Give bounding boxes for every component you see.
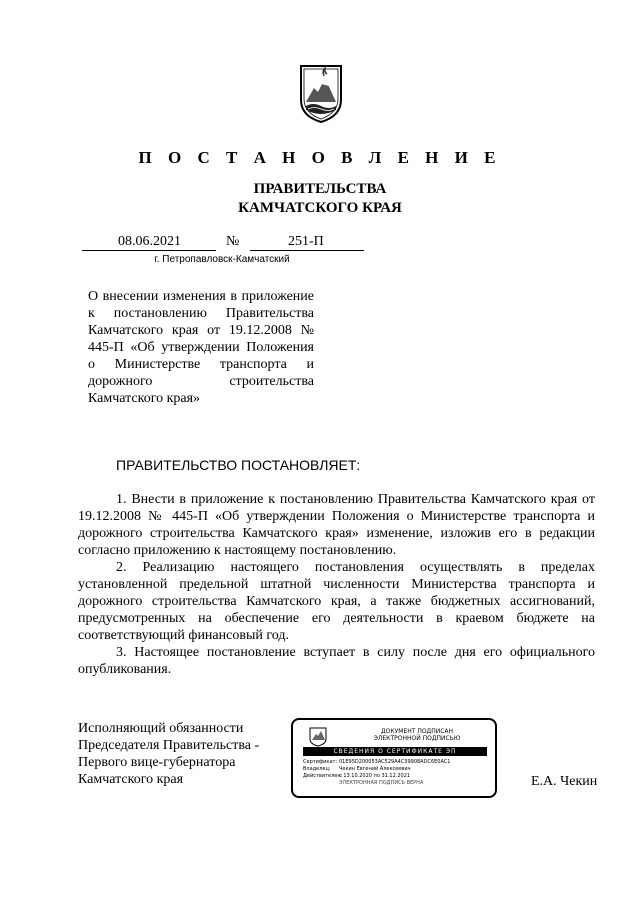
- issuer-line-1: ПРАВИТЕЛЬСТВА: [253, 181, 387, 197]
- role-line-3: Первого вице-губернатора: [78, 755, 236, 770]
- role-line-2: Председателя Правительства -: [78, 738, 260, 753]
- owner-label: Владелец:: [303, 766, 331, 772]
- issuer-line-2: КАМЧАТСКОГО КРАЯ: [238, 200, 402, 216]
- stamp-heading-line-2: ЭЛЕКТРОННОЙ ПОДПИСЬЮ: [373, 735, 461, 742]
- electronic-signature-stamp: [291, 718, 497, 798]
- city: г. Петропавловск-Камчатский: [154, 254, 290, 265]
- role-line-4: Камчатского края: [78, 772, 184, 787]
- role-line-1: Исполняющий обязанности: [78, 721, 244, 736]
- stamp-heading-line-1: ДОКУМЕНТ ПОДПИСАН: [380, 728, 454, 735]
- stamp-certificate-bar: СВЕДЕНИЯ О СЕРТИФИКАТЕ ЭП: [303, 747, 487, 756]
- stamp-valid-row: [303, 773, 450, 780]
- paragraph-1: 1. Внести в приложение к постановлению Правительства Камчатского края от 19.12.2008 № 445-П «Об утверждении Положения о Министерстве транспорта и дорожного строительства Камчатского края» изменение, изложив его в редакции согласно приложению к настоящему постановлению.: [78, 492, 595, 558]
- number-sign: №: [226, 234, 240, 249]
- valid-label: Действителен:: [303, 773, 343, 779]
- signatory-name: Е.А. Чекин: [531, 774, 598, 789]
- document-date: 08.06.2021: [118, 234, 181, 249]
- decree-heading: ПРАВИТЕЛЬСТВО ПОСТАНОВЛЯЕТ:: [116, 457, 361, 473]
- signatory-role: [78, 720, 259, 788]
- valid-value: с 13.10.2020 по 31.12.2021: [339, 773, 411, 779]
- cert-label: Сертификат:: [303, 759, 338, 765]
- stamp-heading: [347, 728, 487, 742]
- number-underline: [250, 250, 364, 251]
- stamp-emblem-icon: [309, 727, 327, 747]
- paragraph-3: 3. Настоящее постановление вступает в силу после дня его официального опубликования.: [78, 645, 595, 677]
- date-underline: [82, 250, 216, 251]
- stamp-footer: ЭЛЕКТРОННАЯ ПОДПИСЬ ВЕРНА: [339, 780, 424, 786]
- owner-value: Чекин Евгений Алексеевич: [339, 766, 411, 772]
- stamp-details: [303, 759, 450, 787]
- issuer-title: [0, 180, 640, 218]
- document-number: 251-П: [288, 234, 324, 249]
- stamp-cert-row: [303, 759, 450, 766]
- cert-value: 01E95D200053AC529A4C39908ADC6E0AC1: [339, 759, 451, 765]
- document-type-title: П О С Т А Н О В Л Е Н И Е: [138, 148, 502, 167]
- document-body: [78, 491, 595, 678]
- kamchatka-coat-of-arms-icon: [298, 62, 344, 124]
- document-subject: О внесении изменения в приложение к постановлению Правительства Камчатского края от 19.12.2008 № 445-П «Об утверждении Положения о Министерстве транспорта и дорожного строительства Камчатского края»: [88, 289, 314, 406]
- stamp-owner-row: [303, 766, 450, 773]
- paragraph-2: 2. Реализацию настоящего постановления осуществлять в пределах установленной предельной штатной численности Министерства транспорта и дорожного строительства Камчатского края, а также бюджетных ассигнований, предусмотренных на обеспечение его деятельности в краевом бюджете на соответствующий финансовый год.: [78, 560, 595, 643]
